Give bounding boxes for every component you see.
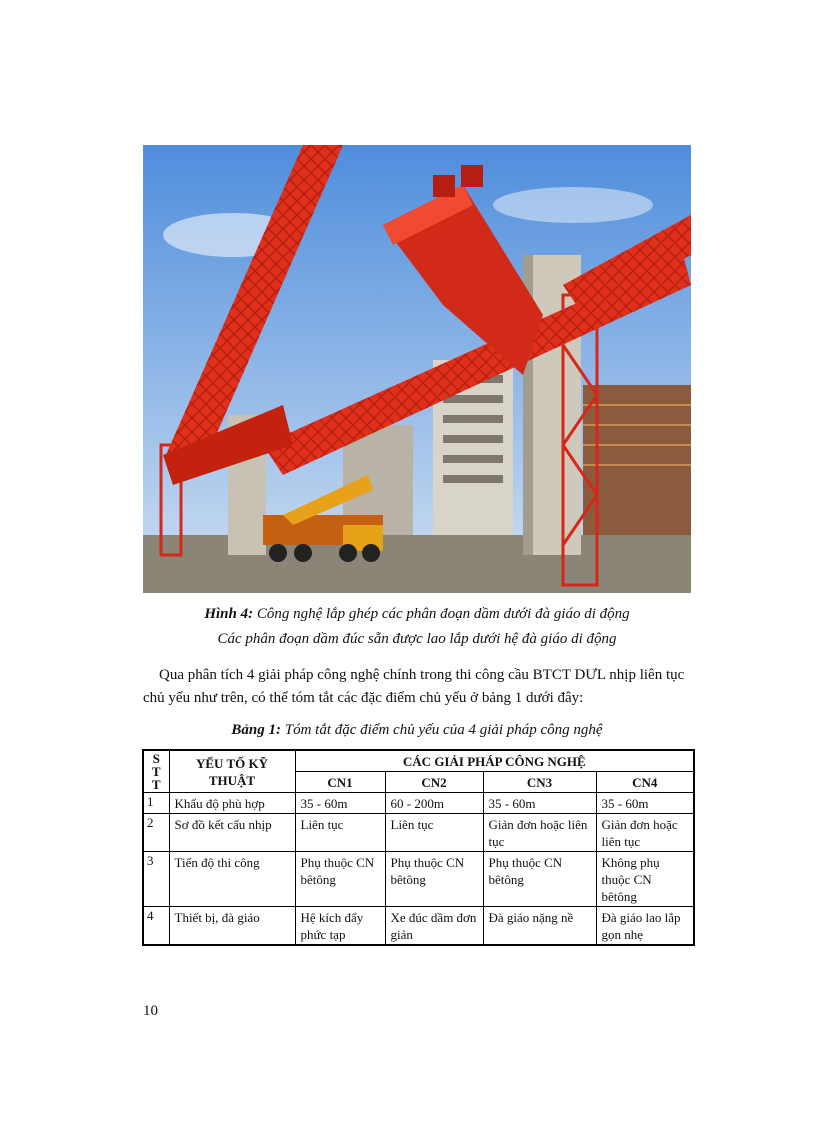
cell-stt: 1 bbox=[143, 793, 169, 814]
cell-value: Liên tục bbox=[295, 814, 385, 852]
table-row bbox=[143, 814, 694, 852]
cell-factor: Sơ đồ kết cấu nhịp bbox=[169, 814, 295, 852]
col-cn1: CN1 bbox=[295, 772, 385, 793]
body-paragraph bbox=[143, 664, 693, 710]
table-caption bbox=[143, 722, 691, 739]
col-factor: YẾU TỐ KỸ THUẬT bbox=[169, 750, 295, 793]
cell-value: Phụ thuộc CN bêtông bbox=[483, 852, 596, 907]
cell-factor: Tiến độ thi công bbox=[169, 852, 295, 907]
figure-photo bbox=[143, 145, 691, 593]
table-row bbox=[143, 852, 694, 907]
col-solutions: CÁC GIẢI PHÁP CÔNG NGHỆ bbox=[295, 750, 694, 772]
col-stt-letter: T bbox=[151, 764, 161, 779]
cell-value: 35 - 60m bbox=[483, 793, 596, 814]
cell-value: Giản đơn hoặc liên tục bbox=[483, 814, 596, 852]
cell-value: Phụ thuộc CN bêtông bbox=[385, 852, 483, 907]
summary-table bbox=[142, 749, 695, 946]
cell-stt: 3 bbox=[143, 852, 169, 907]
cell-stt: 2 bbox=[143, 814, 169, 852]
cell-value: Liên tục bbox=[385, 814, 483, 852]
table-row bbox=[143, 907, 694, 946]
cell-factor: Khẩu độ phù hợp bbox=[169, 793, 295, 814]
cell-value: Hệ kích đẩy phức tạp bbox=[295, 907, 385, 946]
col-cn2: CN2 bbox=[385, 772, 483, 793]
ground bbox=[143, 535, 691, 593]
cell-value: 35 - 60m bbox=[596, 793, 694, 814]
cell-value: 35 - 60m bbox=[295, 793, 385, 814]
table-label: Bảng 1: bbox=[231, 722, 281, 738]
page-number: 10 bbox=[143, 1003, 158, 1019]
col-stt bbox=[143, 750, 169, 793]
col-stt-letter: S bbox=[152, 751, 160, 766]
cell-value: Phụ thuộc CN bêtông bbox=[295, 852, 385, 907]
figure-caption-text: Công nghệ lắp ghép các phân đoạn dầm dưới đà giáo di động bbox=[256, 606, 630, 622]
bridge-construction-photo bbox=[143, 145, 691, 593]
figure-caption-line2: Các phân đoạn dầm đúc sẵn được lao lắp dưới hệ đà giáo di động bbox=[217, 631, 617, 647]
col-stt-letter: T bbox=[151, 777, 161, 792]
figure-label: Hình 4: bbox=[204, 606, 254, 622]
col-cn4: CN4 bbox=[596, 772, 694, 793]
cell-value: Đà giáo lao lắp gọn nhẹ bbox=[596, 907, 694, 946]
table-title: Tóm tắt đặc điểm chủ yếu của 4 giải pháp công nghệ bbox=[284, 722, 603, 738]
cell-factor: Thiết bị, đà giáo bbox=[169, 907, 295, 946]
table-row bbox=[143, 793, 694, 814]
cell-value: 60 - 200m bbox=[385, 793, 483, 814]
body-paragraph-text: Qua phân tích 4 giải pháp công nghệ chính trong thi công cầu BTCT DƯL nhịp liên tục chủ yếu như trên, có thể tóm tắt các đặc điểm chủ yếu ở bảng 1 dưới đây: bbox=[143, 667, 685, 706]
cell-stt: 4 bbox=[143, 907, 169, 946]
figure-caption-line1 bbox=[143, 606, 691, 623]
cell-value: Xe đúc dầm đơn giản bbox=[385, 907, 483, 946]
cell-value: Giản đơn hoặc liên tục bbox=[596, 814, 694, 852]
col-cn3: CN3 bbox=[483, 772, 596, 793]
cell-value: Đà giáo nặng nề bbox=[483, 907, 596, 946]
cell-value: Không phụ thuộc CN bêtông bbox=[596, 852, 694, 907]
